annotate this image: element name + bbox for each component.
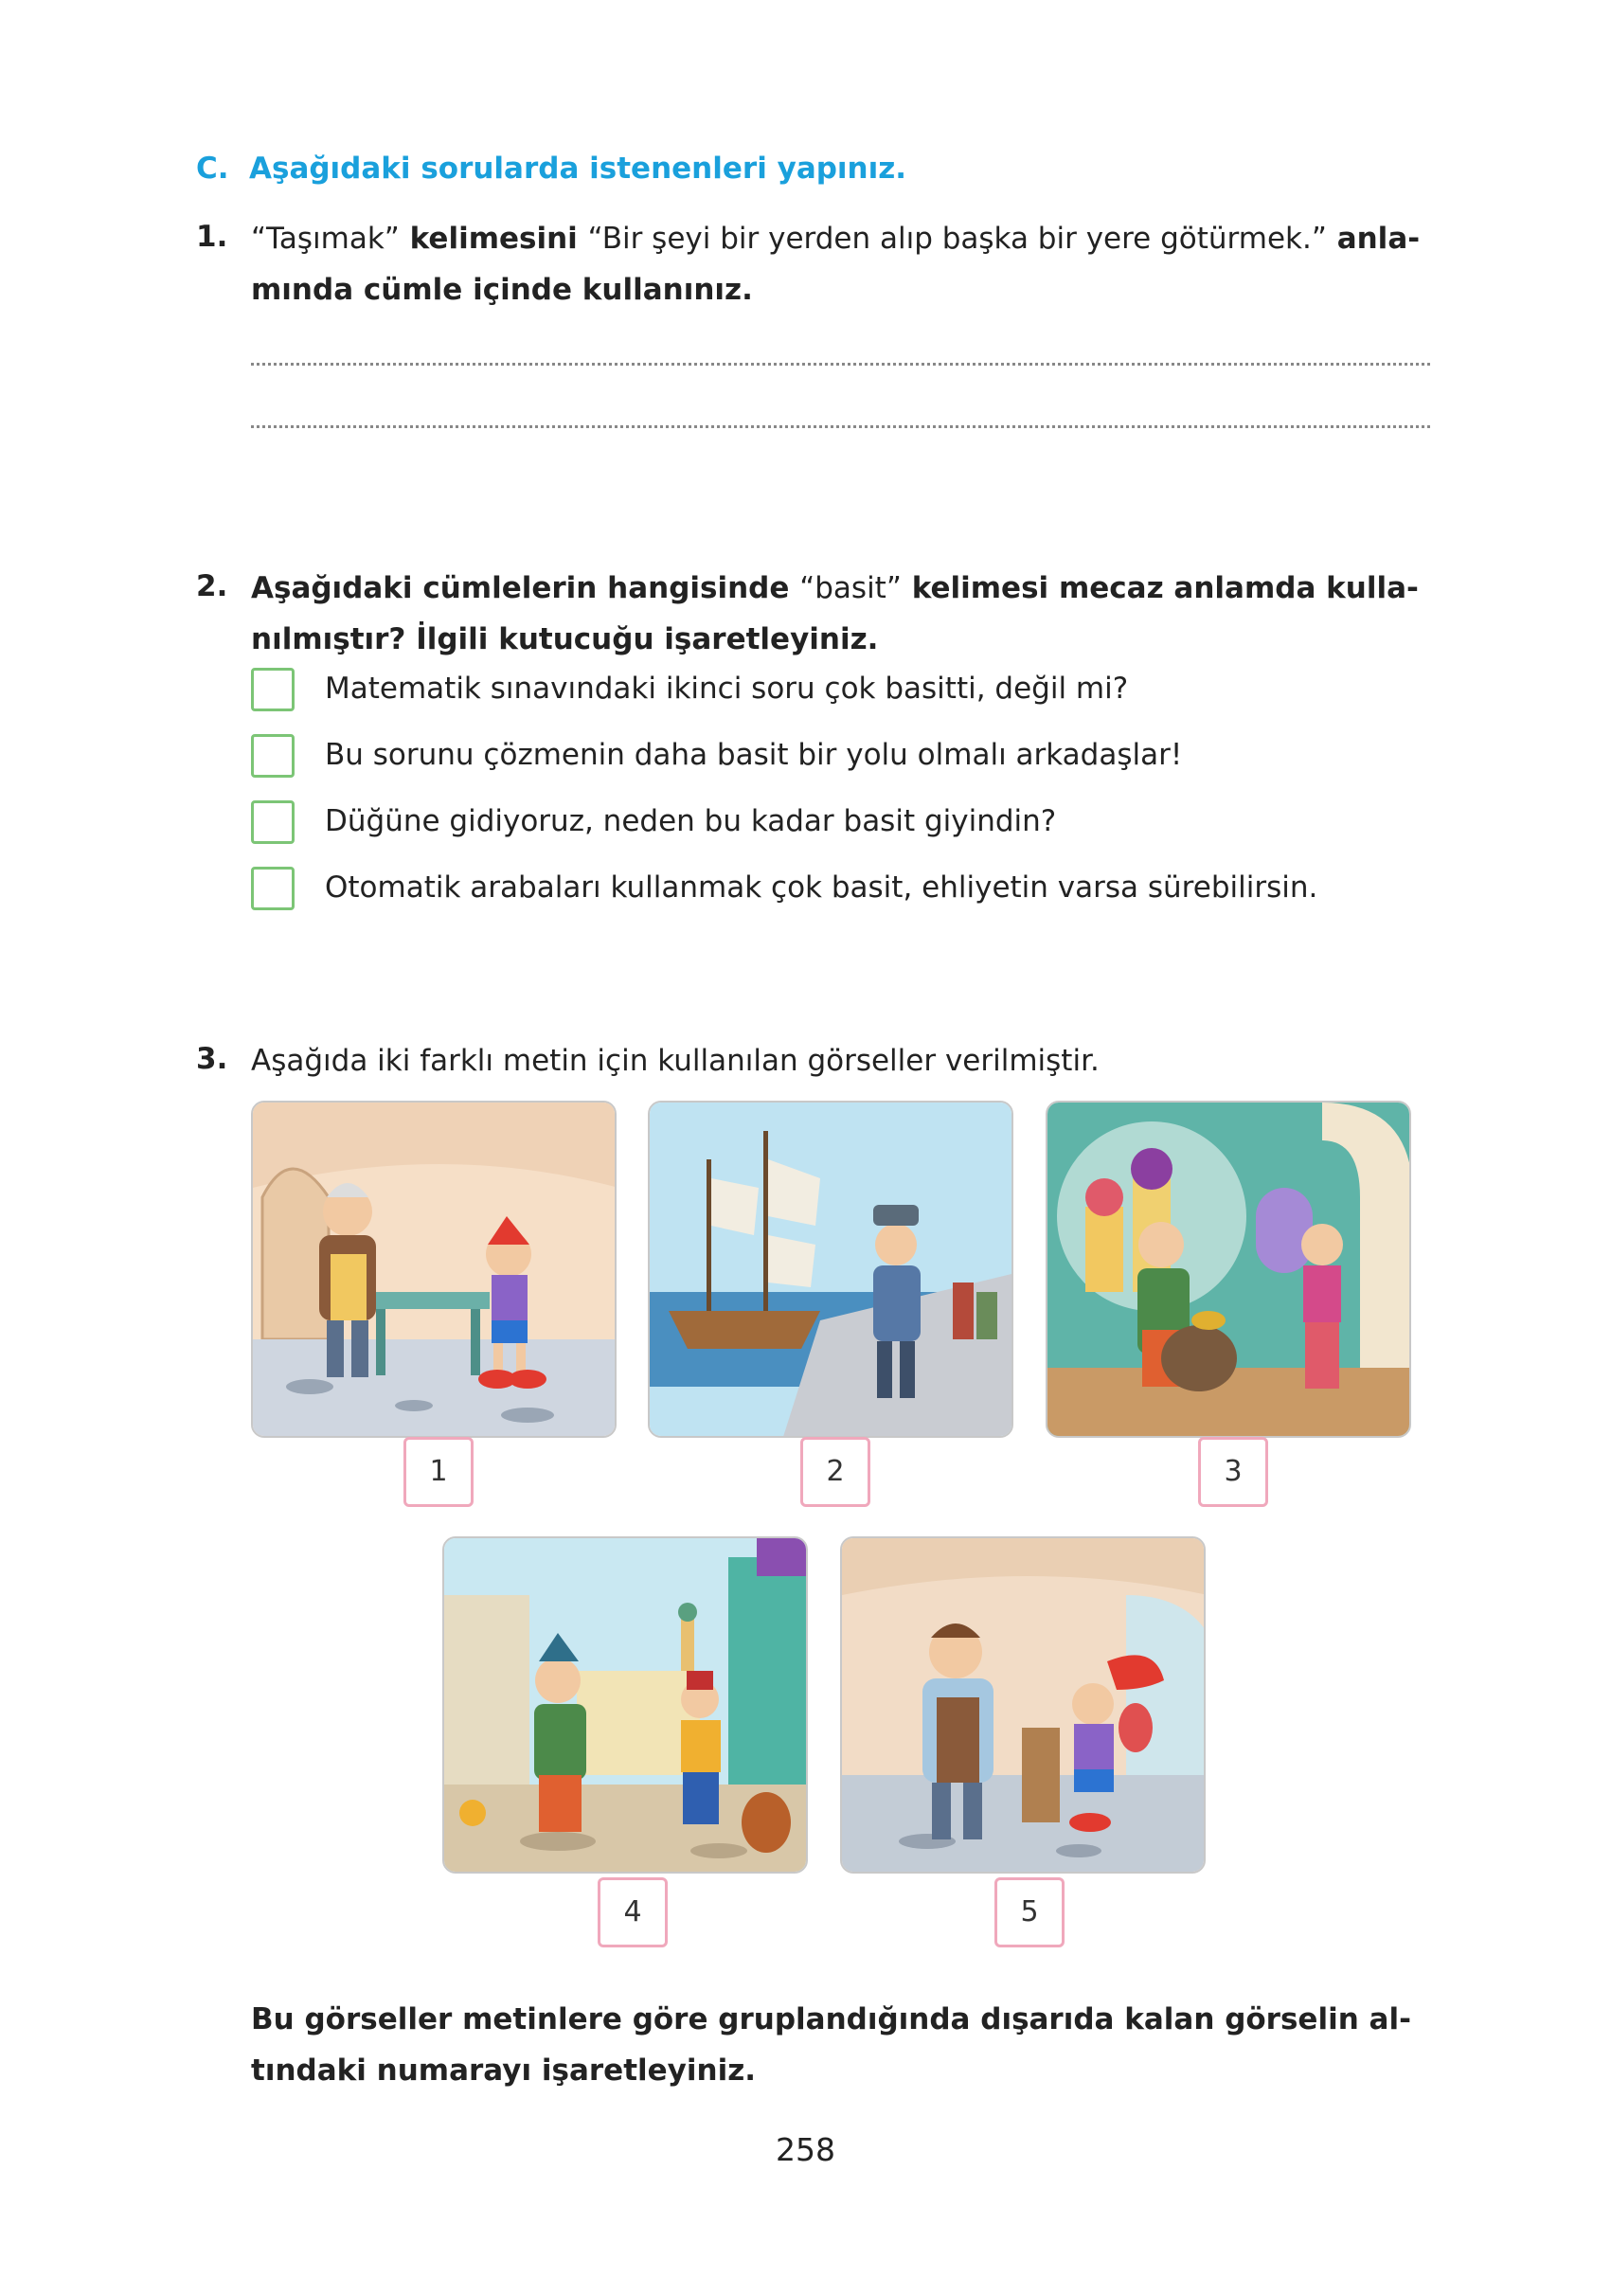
illustration-4 [442,1536,808,1874]
q2-word: “basit” [799,571,902,605]
illustration-1 [251,1101,617,1438]
option-text: Matematik sınavındaki ikinci soru çok basitti, değil mi? [325,672,1129,706]
question-3-instruction [251,1994,1435,2096]
option-text: Bu sorunu çözmenin daha basit bir yolu olmalı arkadaşlar! [325,738,1183,772]
illustration-5 [840,1536,1206,1874]
question-2-number: 2. [196,569,228,603]
image-number-5[interactable]: 5 [994,1877,1065,1947]
question-2-line-2: nılmıştır? İlgili kutucuğu işaretleyiniz. [251,622,879,656]
q1-bold-2: anla- [1326,222,1421,256]
q1-word: “Taşımak” [251,222,400,256]
market-scene-image [444,1538,808,1874]
image-number-3[interactable]: 3 [1198,1437,1268,1507]
question-3-text: Aşağıda iki farklı metin için kullanılan görseller verilmiştir. [251,1044,1100,1078]
image-number-4[interactable]: 4 [598,1877,668,1947]
harbour-scene-image [650,1103,1013,1438]
page-number: 258 [776,2131,835,2168]
option-text: Düğüne gidiyoruz, neden bu kadar basit giyindin? [325,804,1057,838]
option-checkbox[interactable] [251,800,295,844]
q2-bold-1: Aşağıdaki cümlelerin hangisinde [251,571,800,605]
palace-scene-image [1047,1103,1411,1438]
instruction-line-2: tındaki numarayı işaretleyiniz. [251,2054,757,2088]
option-text: Otomatik arabaları kullanmak çok basit, ehliyetin varsa sürebilirsin. [325,870,1318,905]
answer-line-1[interactable] [251,363,1430,366]
image-number-1[interactable]: 1 [403,1437,474,1507]
q2-bold-2: kelimesi mecaz anlamda kulla- [901,571,1419,605]
image-number-2[interactable]: 2 [800,1437,870,1507]
section-letter: C. [196,152,229,186]
option-checkbox[interactable] [251,734,295,778]
illustration-2 [648,1101,1013,1438]
question-1-number: 1. [196,220,228,254]
option-checkbox[interactable] [251,867,295,910]
section-heading: Aşağıdaki sorularda istenenleri yapınız. [249,152,907,186]
option-checkbox[interactable] [251,668,295,711]
illustration-3 [1046,1101,1411,1438]
q1-bold-1: kelimesini [399,222,588,256]
instruction-line-1: Bu görseller metinlere göre gruplandığında dışarıda kalan görselin al- [251,2002,1411,2036]
puppet-making-scene-image [842,1538,1206,1874]
question-2-line-1 [251,563,1419,614]
section-title [196,152,906,186]
q1-meaning: “Bir şeyi bir yerden alıp başka bir yere götürmek.” [587,222,1327,256]
workshop-scene-image [253,1103,617,1438]
question-3-number: 3. [196,1042,228,1076]
answer-line-2[interactable] [251,425,1430,428]
question-1-line-2: mında cümle içinde kullanınız. [251,273,753,307]
question-1-line-1 [251,213,1420,264]
